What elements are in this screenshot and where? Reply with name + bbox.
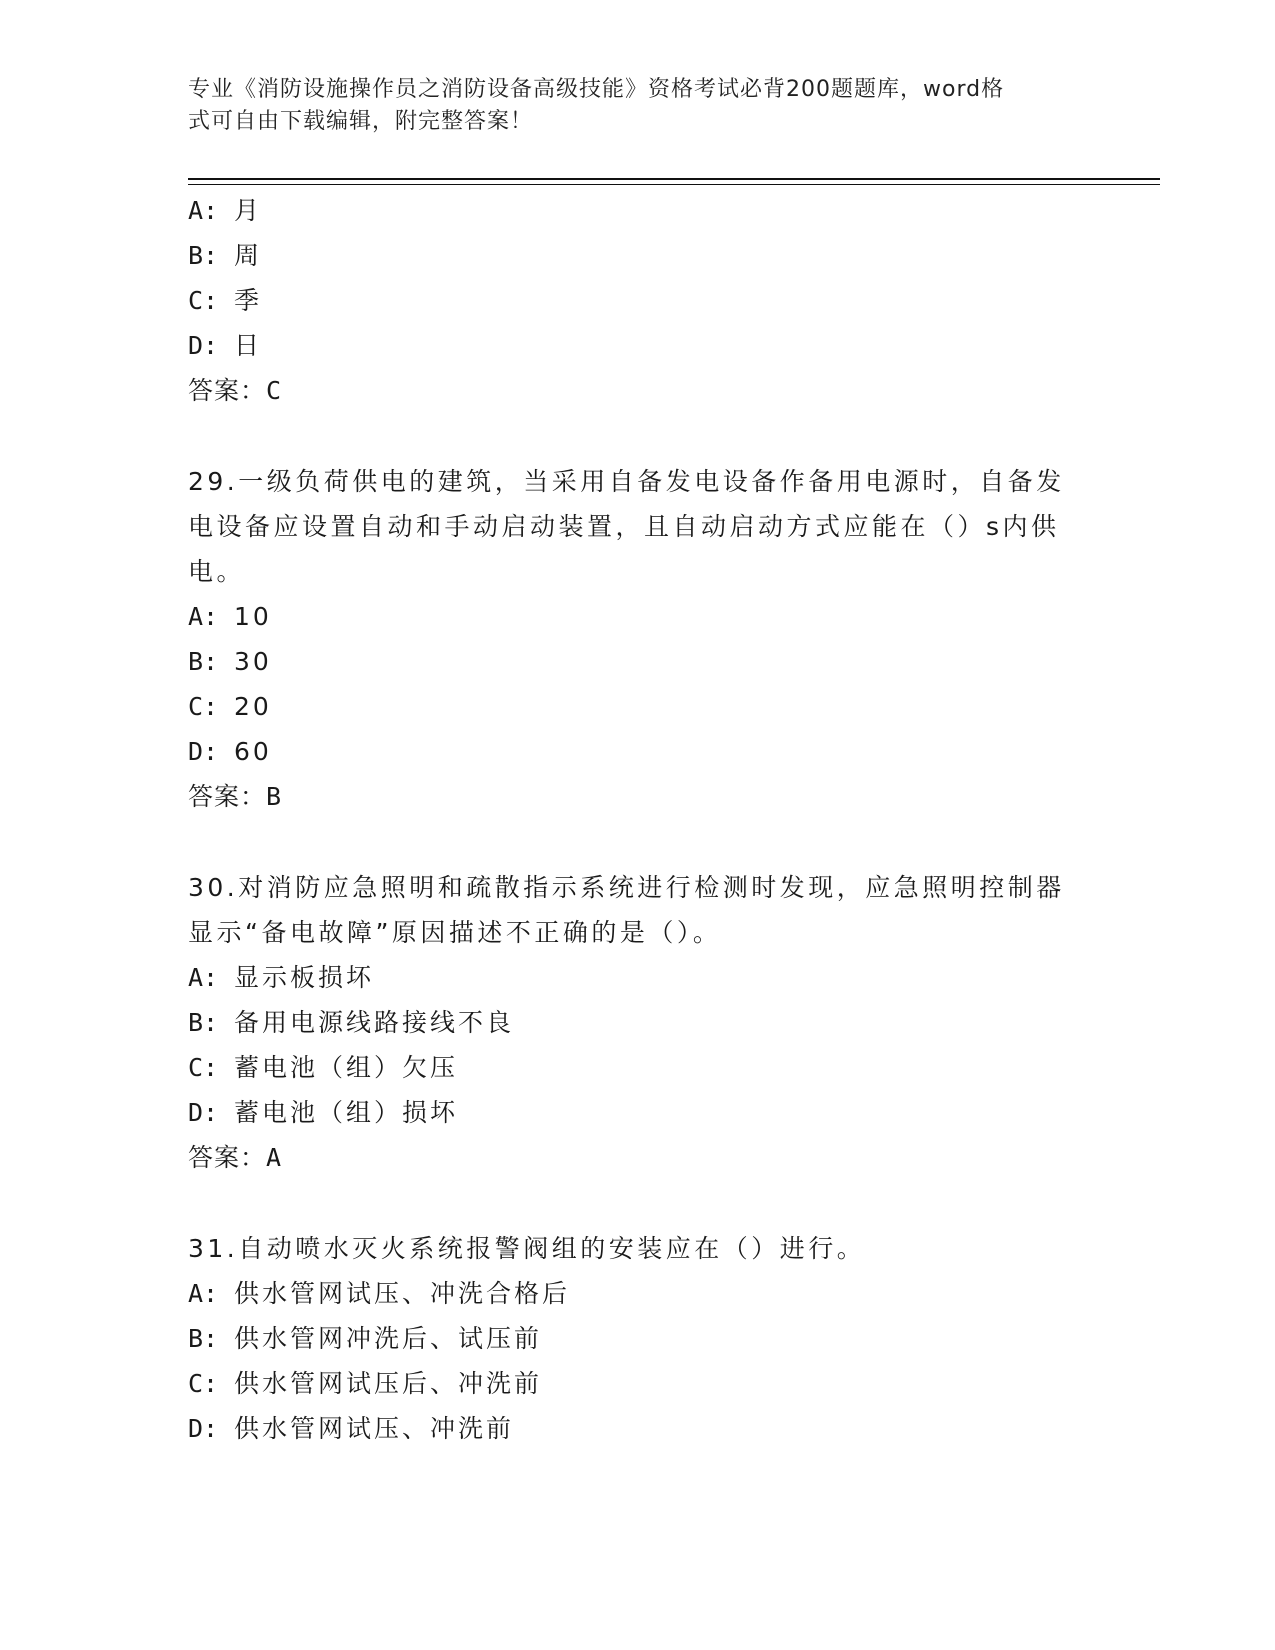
option-text: 供水管网试压后、冲洗前 bbox=[234, 1369, 543, 1398]
option-d bbox=[188, 1090, 1088, 1135]
question-text-line: 31.自动喷水灭火系统报警阀组的安装应在（）进行。 bbox=[188, 1234, 866, 1263]
option-text: 20 bbox=[234, 692, 272, 721]
option-text: 周 bbox=[234, 241, 263, 270]
option-b bbox=[188, 1316, 1088, 1361]
option-letter: C: bbox=[188, 286, 219, 315]
answer-value: B bbox=[266, 782, 283, 811]
option-letter: D: bbox=[188, 1414, 219, 1443]
option-d bbox=[188, 729, 1088, 774]
option-a bbox=[188, 955, 1088, 1000]
spacer bbox=[188, 820, 1088, 865]
option-text: 10 bbox=[234, 602, 272, 631]
option-b bbox=[188, 233, 1088, 278]
answer-label: 答案： bbox=[188, 1143, 267, 1172]
header-line-2: 式可自由下载编辑，附完整答案！ bbox=[188, 109, 534, 134]
option-c bbox=[188, 684, 1088, 729]
option-a bbox=[188, 1271, 1088, 1316]
answer-line bbox=[188, 774, 1088, 820]
question-31-block bbox=[188, 1226, 1088, 1451]
question-30-block bbox=[188, 865, 1088, 1181]
spacer bbox=[188, 1181, 1088, 1226]
header-divider-thick bbox=[188, 178, 1160, 180]
option-c bbox=[188, 1361, 1088, 1406]
option-text: 蓄电池（组）损坏 bbox=[234, 1098, 459, 1127]
option-text: 供水管网试压、冲洗合格后 bbox=[234, 1279, 571, 1308]
answer-label: 答案： bbox=[188, 782, 267, 811]
document-header bbox=[188, 74, 1088, 138]
option-letter: B: bbox=[188, 241, 219, 270]
option-letter: D: bbox=[188, 331, 219, 360]
option-text: 月 bbox=[234, 196, 263, 225]
header-divider-thin bbox=[188, 184, 1160, 185]
option-b bbox=[188, 639, 1088, 684]
option-text: 备用电源线路接线不良 bbox=[234, 1008, 515, 1037]
question-28-block bbox=[188, 188, 1088, 414]
spacer bbox=[188, 414, 1088, 459]
option-letter: A: bbox=[188, 1279, 219, 1308]
option-c bbox=[188, 1045, 1088, 1090]
answer-value: C bbox=[266, 376, 283, 405]
question-text-line: 30.对消防应急照明和疏散指示系统进行检测时发现，应急照明控制器 bbox=[188, 873, 1065, 902]
option-letter: A: bbox=[188, 196, 219, 225]
header-line-1: 专业《消防设施操作员之消防设备高级技能》资格考试必背200题题库，word格 bbox=[188, 77, 1005, 102]
option-letter: D: bbox=[188, 1098, 219, 1127]
answer-value: A bbox=[266, 1143, 283, 1172]
option-letter: C: bbox=[188, 1369, 219, 1398]
option-letter: A: bbox=[188, 602, 219, 631]
option-letter: B: bbox=[188, 647, 219, 676]
option-letter: C: bbox=[188, 1053, 219, 1082]
option-text: 60 bbox=[234, 737, 272, 766]
option-text: 日 bbox=[234, 331, 263, 360]
option-letter: C: bbox=[188, 692, 219, 721]
option-letter: D: bbox=[188, 737, 219, 766]
option-text: 供水管网试压、冲洗前 bbox=[234, 1414, 515, 1443]
question-text-line: 显示“备电故障”原因描述不正确的是（）。 bbox=[188, 918, 722, 947]
option-text: 显示板损坏 bbox=[234, 963, 375, 992]
option-text: 30 bbox=[234, 647, 272, 676]
option-b bbox=[188, 1000, 1088, 1045]
option-letter: A: bbox=[188, 963, 219, 992]
question-text-line: 电。 bbox=[188, 557, 246, 586]
option-d bbox=[188, 323, 1088, 368]
answer-line bbox=[188, 368, 1088, 414]
option-letter: B: bbox=[188, 1008, 219, 1037]
option-a bbox=[188, 188, 1088, 233]
question-list bbox=[188, 188, 1088, 1451]
option-letter: B: bbox=[188, 1324, 219, 1353]
option-d bbox=[188, 1406, 1088, 1451]
question-text-line: 电设备应设置自动和手动启动装置，且自动启动方式应能在（）s内供 bbox=[188, 512, 1060, 541]
option-text: 供水管网冲洗后、试压前 bbox=[234, 1324, 543, 1353]
answer-label: 答案： bbox=[188, 376, 267, 405]
question-29-block bbox=[188, 459, 1088, 820]
option-c bbox=[188, 278, 1088, 323]
question-text-line: 29.一级负荷供电的建筑，当采用自备发电设备作备用电源时，自备发 bbox=[188, 467, 1065, 496]
option-a bbox=[188, 594, 1088, 639]
answer-line bbox=[188, 1135, 1088, 1181]
option-text: 蓄电池（组）欠压 bbox=[234, 1053, 459, 1082]
option-text: 季 bbox=[234, 286, 263, 315]
